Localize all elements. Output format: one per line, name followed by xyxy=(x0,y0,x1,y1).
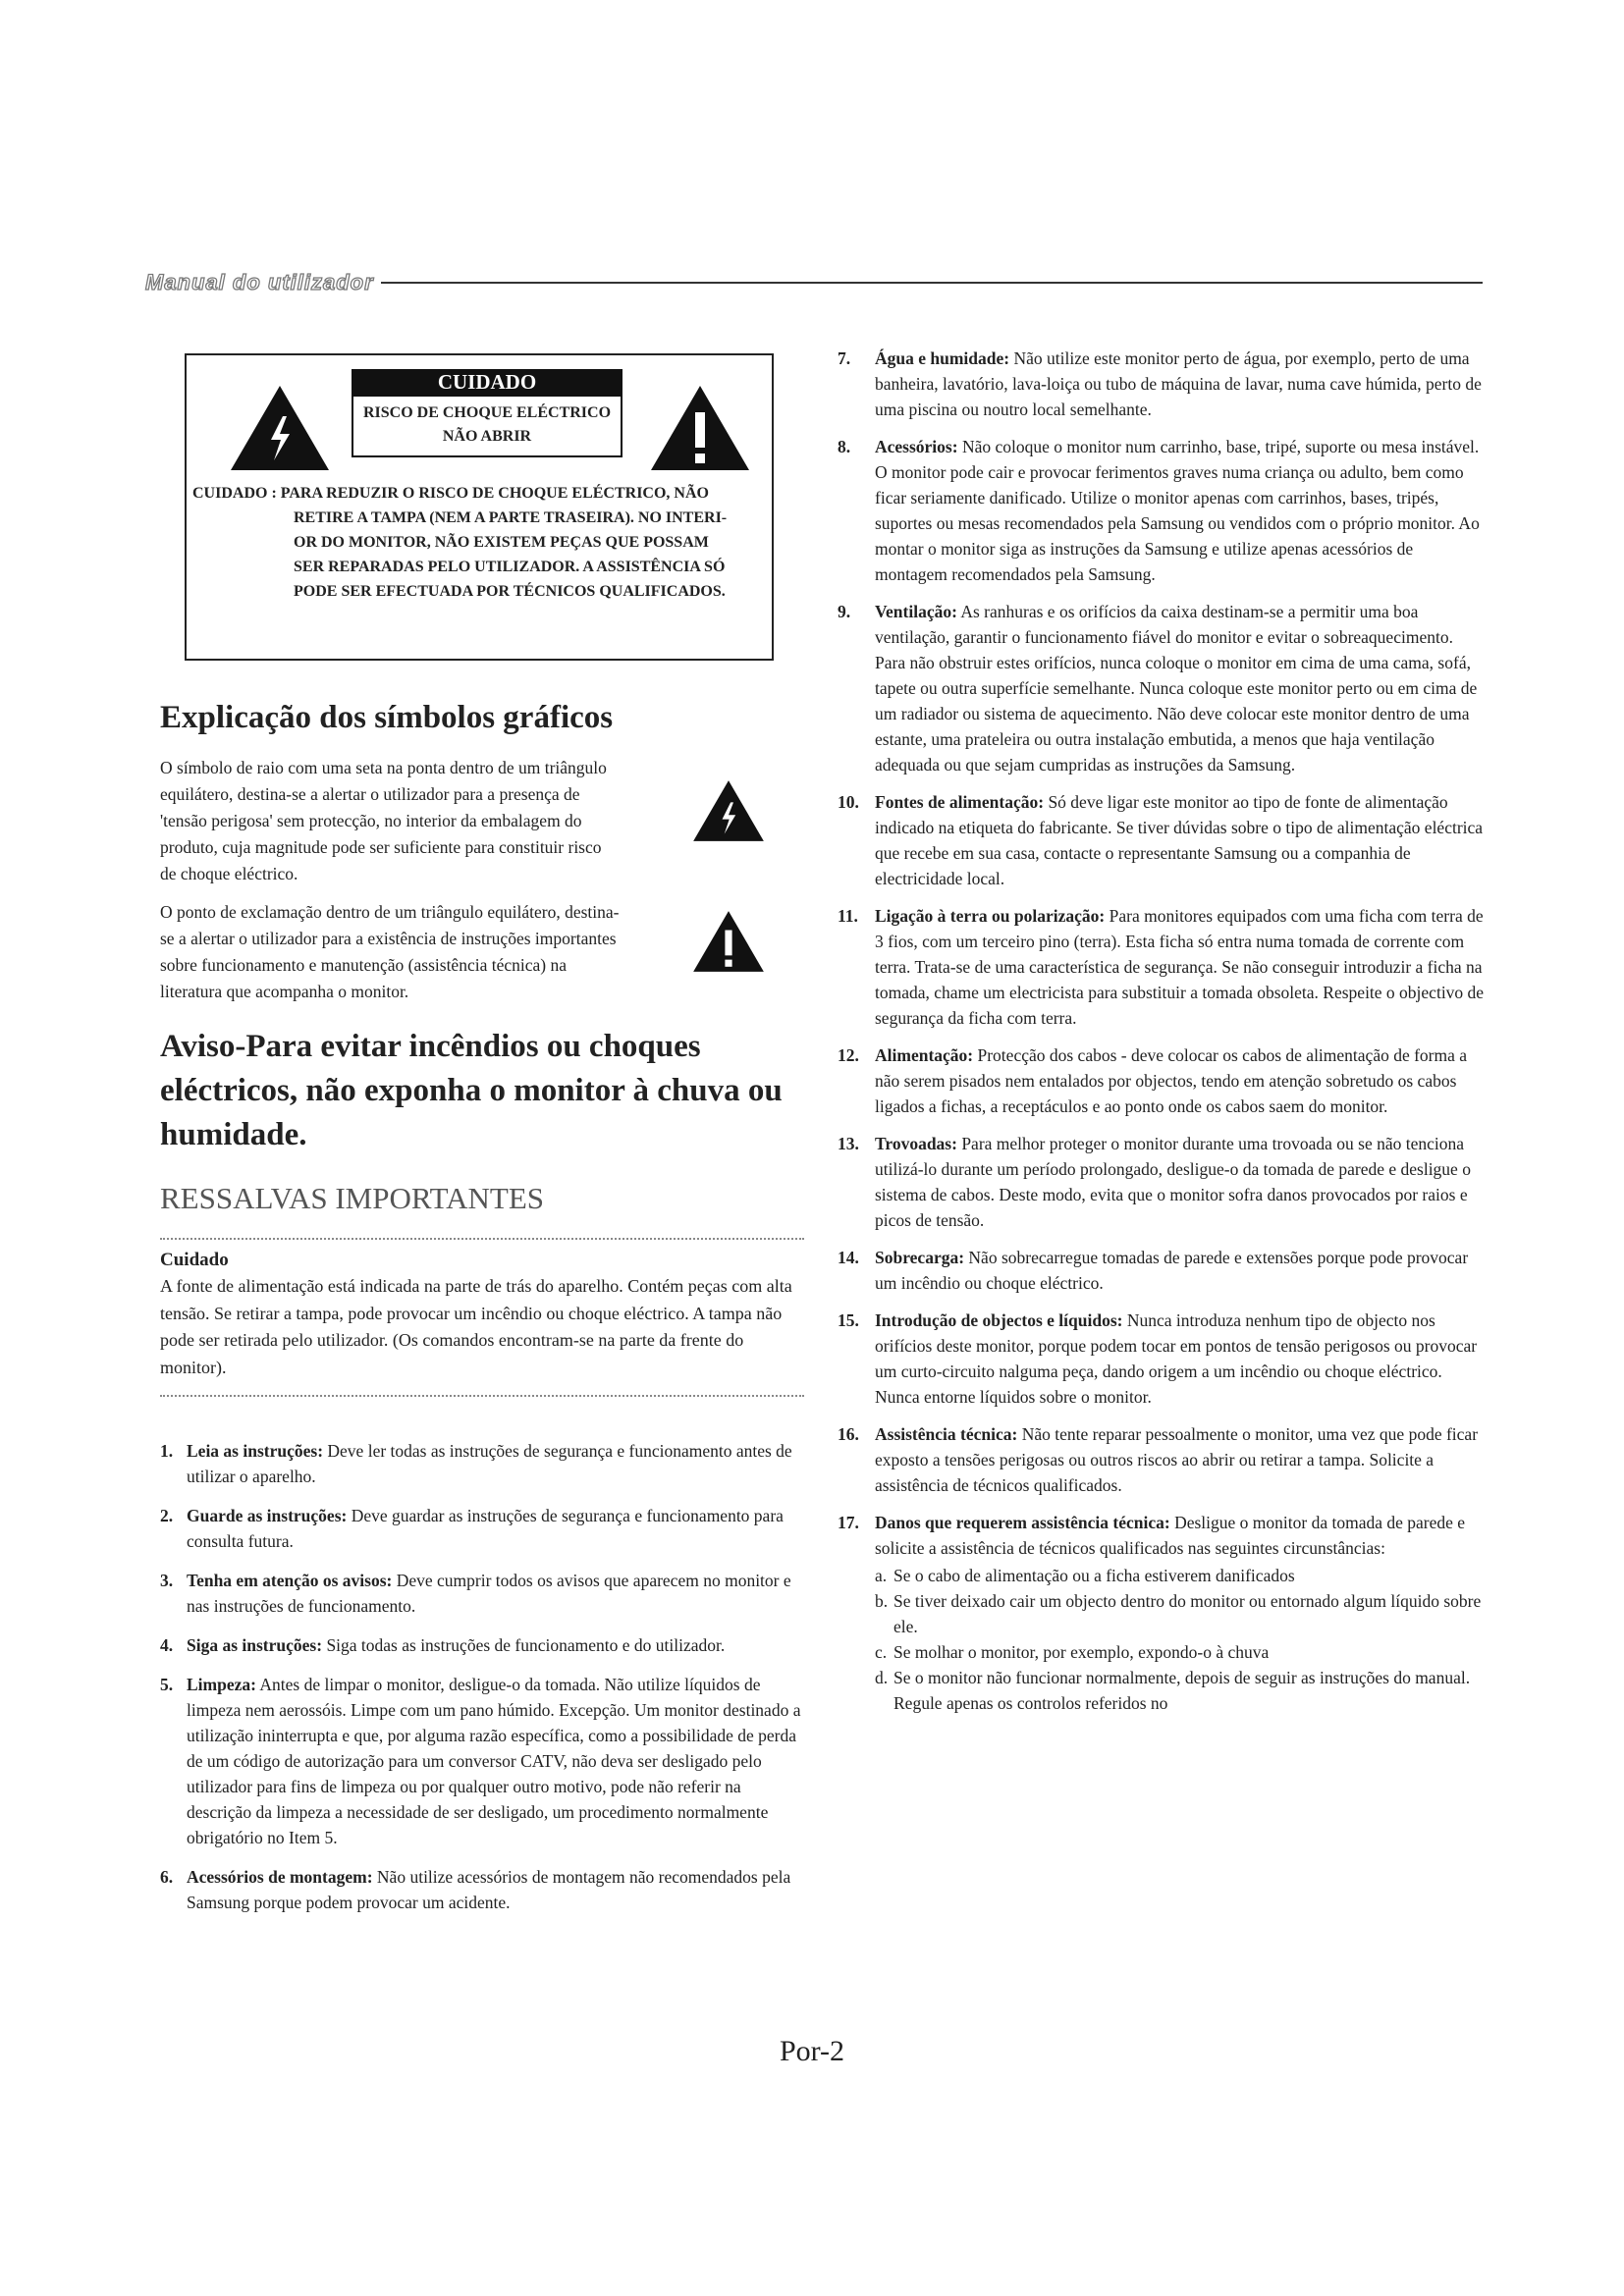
list-item xyxy=(838,789,1486,891)
item-title: Danos que requerem assistência técnica: xyxy=(875,1513,1170,1532)
item-title: Limpeza: xyxy=(187,1675,256,1694)
list-item xyxy=(160,1632,805,1658)
caution-heading: CUIDADO xyxy=(352,369,623,395)
lightning-warning-icon xyxy=(228,383,332,473)
caution-box xyxy=(185,353,774,661)
item-number: 10. xyxy=(838,792,859,812)
item-number: 14. xyxy=(838,1248,859,1267)
item-number: 4. xyxy=(160,1635,174,1655)
list-item xyxy=(838,1510,1486,1561)
caution-warning-text xyxy=(192,481,767,604)
sub-item-text: Se molhar o monitor, por exemplo, expondo-o à chuva xyxy=(893,1642,1270,1662)
item-text: Antes de limpar o monitor, desligue-o da tomada. Não utilize líquidos de limpeza nem aerossóis. Limpe com um pano húmido. Excepção. Um monitor destinado a utilização ininterrupta e que, por alguma razão específica, como a possibilidade de perda de um código de autorização para um conversor CATV, não deva ser desligado pelo utilizador para fins de limpeza ou por qualquer outro motivo, pode não referir na descrição da limpeza a necessidade de ser desligado, um procedimento normalmente obrigatório no Item 5. xyxy=(187,1675,801,1847)
list-item xyxy=(838,1421,1486,1498)
item-text: Deve cumprir todos os avisos que aparecem no monitor e nas instruções de funcionamento. xyxy=(187,1571,791,1616)
item-text: Não utilize este monitor perto de água, por exemplo, perto de uma banheira, lavatório, lava-loiça ou tubo de máquina de lavar, numa cave húmida, perto de uma piscina ou noutro local semelhante. xyxy=(875,348,1482,419)
list-item xyxy=(838,1131,1486,1233)
item-number: 13. xyxy=(838,1134,859,1153)
right-column xyxy=(838,346,1486,1716)
header-rule xyxy=(381,282,1483,284)
lightning-text: O símbolo de raio com uma seta na ponta dentro de um triângulo equilátero, destina-se a alertar o utilizador para a presença de 'tensão perigosa' sem protecção, no interior da embalagem do produto, cuja magnitude pode ser suficiente para constituir risco de choque eléctrico. xyxy=(160,758,607,883)
sub-items-list xyxy=(838,1563,1486,1716)
item-title: Trovoadas: xyxy=(875,1134,957,1153)
list-item xyxy=(838,1245,1486,1296)
item-text: Para monitores equipados com uma ficha com terra de 3 fios, com um terceiro pino (terra). Esta ficha só entra numa tomada de corrente com terra. Trata-se de uma característica de segurança. Se não conseguir introduzir a ficha na tomada, chame um electricista para substituir a tomada obsoleta. Respeite o objectivo de segurança da ficha com terra. xyxy=(875,906,1485,1028)
caution-line-2: NÃO ABRIR xyxy=(442,428,532,445)
list-item xyxy=(160,1864,805,1915)
item-title: Acessórios: xyxy=(875,437,958,456)
symbols-heading: Explicação dos símbolos gráficos xyxy=(160,700,614,735)
sub-item xyxy=(875,1665,1486,1716)
sub-item xyxy=(875,1588,1486,1639)
caution-label xyxy=(352,395,623,457)
item-number: 7. xyxy=(838,348,851,368)
exclamation-warning-icon xyxy=(648,383,752,473)
sub-item-text: Se o cabo de alimentação ou a ficha estiverem danificados xyxy=(893,1566,1295,1585)
list-item xyxy=(160,1672,805,1850)
exclamation-explanation xyxy=(160,899,805,1005)
item-title: Ligação à terra ou polarização: xyxy=(875,906,1106,926)
list-item xyxy=(838,599,1486,777)
sub-item-text: Se o monitor não funcionar normalmente, depois de seguir as instruções do manual. Regule apenas os controlos referidos no xyxy=(893,1668,1471,1713)
item-text: Só deve ligar este monitor ao tipo de fonte de alimentação indicado na etiqueta do fabricante. Se tiver dúvidas sobre o tipo de alimentação eléctrica que recebe em sua casa, contacte o representante Samsung ou a companhia de electricidade local. xyxy=(875,792,1484,888)
item-title: Sobrecarga: xyxy=(875,1248,965,1267)
item-title: Assistência técnica: xyxy=(875,1424,1018,1444)
item-number: 2. xyxy=(160,1506,174,1525)
list-item xyxy=(160,1503,805,1554)
item-title: Tenha em atenção os avisos: xyxy=(187,1571,393,1590)
cuidado-title: Cuidado xyxy=(160,1250,229,1270)
manual-title: Manual do utilizador xyxy=(145,270,374,294)
item-number: 6. xyxy=(160,1867,174,1887)
item-text: Protecção dos cabos - deve colocar os cabos de alimentação de forma a não serem pisados nem entalados por objectos, tendo em atenção sobretudo os cabos ligados a fichas, a receptáculos e ao ponto onde os cabos saem do monitor. xyxy=(875,1045,1468,1116)
item-text: Não coloque o monitor num carrinho, base, tripé, suporte ou mesa instável. O monitor pode cair e provocar ferimentos graves numa criança ou adulto, bem como ficar seriamente danificado. Utilize o monitor apenas com carrinhos, bases, tripés, suportes ou mesas recomendados pela Samsung ou vendidos com o próprio monitor. Ao montar o monitor siga as instruções da Samsung e utilize apenas acessórios de montagem recomendados pela Samsung. xyxy=(875,437,1480,584)
ressalvas-heading: RESSALVAS IMPORTANTES xyxy=(160,1181,545,1215)
item-title: Leia as instruções: xyxy=(187,1441,324,1461)
list-item xyxy=(838,1042,1486,1119)
list-item xyxy=(838,1308,1486,1410)
item-text: Deve guardar as instruções de segurança e funcionamento para consulta futura. xyxy=(187,1506,784,1551)
item-number: 15. xyxy=(838,1310,859,1330)
item-number: 17. xyxy=(838,1513,859,1532)
item-text: As ranhuras e os orifícios da caixa destinam-se a permitir uma boa ventilação, garantir o funcionamento fiável do monitor e evitar o sobreaquecimento. Para não obstruir estes orifícios, nunca coloque o monitor em cima de uma cama, sofá, tapete ou outra superfície semelhante. Nunca coloque este monitor perto ou em cima de um radiador ou sistema de aquecimento. Não deve colocar este monitor dentro de uma estante, uma prateleira ou outra instalação embutida, a menos que haja ventilação adequada ou que sejam cumpridas as instruções da Samsung. xyxy=(875,602,1478,774)
cuidado-text: A fonte de alimentação está indicada na parte de trás do aparelho. Contém peças com alta tensão. Se retirar a tampa, pode provocar um incêndio ou choque eléctrico. A tampa não pode ser retirada pelo utilizador. (Os comandos encontram-se na parte da frente do monitor). xyxy=(160,1276,792,1377)
item-text: Não utilize acessórios de montagem não recomendados pela Samsung porque podem provocar um acidente. xyxy=(187,1867,791,1912)
item-number: 12. xyxy=(838,1045,859,1065)
lightning-explanation xyxy=(160,755,805,887)
dotted-divider xyxy=(160,1238,804,1240)
sub-item-letter: d. xyxy=(875,1668,889,1687)
list-item xyxy=(838,903,1486,1031)
item-number: 9. xyxy=(838,602,851,621)
warning-lead: CUIDADO : PARA REDUZIR O RISCO DE CHOQUE ELÉCTRICO, NÃO xyxy=(192,485,709,502)
sub-item-text: Se tiver deixado cair um objecto dentro do monitor ou entornado algum líquido sobre ele. xyxy=(893,1591,1482,1636)
item-title: Água e humidade: xyxy=(875,348,1010,368)
item-text: Não sobrecarregue tomadas de parede e extensões porque pode provocar um incêndio ou choque eléctrico. xyxy=(875,1248,1469,1293)
list-item xyxy=(160,1438,805,1489)
exclamation-text: O ponto de exclamação dentro de um triângulo equilátero, destina-se a alertar o utilizador para a existência de instruções importantes sobre funcionamento e manutenção (assistência técnica) na literatura que acompanha o monitor. xyxy=(160,902,620,1001)
warning-line: SER REPARADAS PELO UTILIZADOR. A ASSISTÊNCIA SÓ xyxy=(294,559,726,575)
item-number: 11. xyxy=(838,906,858,926)
dotted-divider xyxy=(160,1395,804,1397)
list-item xyxy=(838,346,1486,422)
aviso-heading: Aviso-Para evitar incêndios ou choques eléctricos, não exponha o monitor à chuva ou humidade. xyxy=(160,1029,783,1152)
item-number: 3. xyxy=(160,1571,174,1590)
caution-line-1: RISCO DE CHOQUE ELÉCTRICO xyxy=(362,404,612,421)
item-title: Siga as instruções: xyxy=(187,1635,323,1655)
item-text: Desligue o monitor da tomada de parede e solicite a assistência de técnicos qualificados nas seguintes circunstâncias: xyxy=(875,1513,1466,1558)
sub-item-letter: c. xyxy=(875,1642,888,1662)
warning-line: OR DO MONITOR, NÃO EXISTEM PEÇAS QUE POSSAM xyxy=(294,534,709,551)
item-title: Ventilação: xyxy=(875,602,957,621)
sub-item xyxy=(875,1639,1486,1665)
list-item xyxy=(838,434,1486,587)
item-text: Siga todas as instruções de funcionamento e do utilizador. xyxy=(322,1635,726,1655)
item-number: 16. xyxy=(838,1424,859,1444)
left-items-list xyxy=(160,1438,805,1915)
item-title: Fontes de alimentação: xyxy=(875,792,1045,812)
sub-item-letter: b. xyxy=(875,1591,889,1611)
item-text: Para melhor proteger o monitor durante uma trovoada ou se não tenciona utilizá-lo durante um período prolongado, desligue-o da tomada de parede e desligue o sistema de cabos. Deste modo, evita que o monitor sofra danos provocados por raios e picos de tensão. xyxy=(875,1134,1471,1230)
item-title: Introdução de objectos e líquidos: xyxy=(875,1310,1123,1330)
item-number: 5. xyxy=(160,1675,174,1694)
warning-line: RETIRE A TAMPA (NEM A PARTE TRASEIRA). NO INTERI- xyxy=(294,509,728,526)
item-text: Nunca introduza nenhum tipo de objecto nos orifícios deste monitor, porque podem tocar em pontos de tensão perigosos ou provocar um curto-circuito nalguma peça, dando origem a um incêndio ou choque eléctrico. Nunca entorne líquidos sobre o monitor. xyxy=(875,1310,1478,1407)
lightning-symbol-icon xyxy=(691,778,766,843)
item-number: 8. xyxy=(838,437,851,456)
left-column xyxy=(160,353,805,1915)
page-number: Por-2 xyxy=(779,2035,845,2067)
sub-item-letter: a. xyxy=(875,1566,888,1585)
list-item xyxy=(160,1568,805,1619)
item-number: 1. xyxy=(160,1441,174,1461)
exclamation-symbol-icon xyxy=(691,909,766,974)
sub-item xyxy=(875,1563,1486,1588)
item-title: Guarde as instruções: xyxy=(187,1506,348,1525)
item-text: Deve ler todas as instruções de segurança e funcionamento antes de utilizar o aparelho. xyxy=(187,1441,792,1486)
item-title: Acessórios de montagem: xyxy=(187,1867,373,1887)
item-text: Não tente reparar pessoalmente o monitor, uma vez que pode ficar exposto a tensões perigosas ou outros riscos ao abrir ou retirar a tampa. Solicite a assistência de técnicos qualificados. xyxy=(875,1424,1479,1495)
warning-line: PODE SER EFECTUADA POR TÉCNICOS QUALIFICADOS. xyxy=(294,583,726,600)
item-title: Alimentação: xyxy=(875,1045,974,1065)
